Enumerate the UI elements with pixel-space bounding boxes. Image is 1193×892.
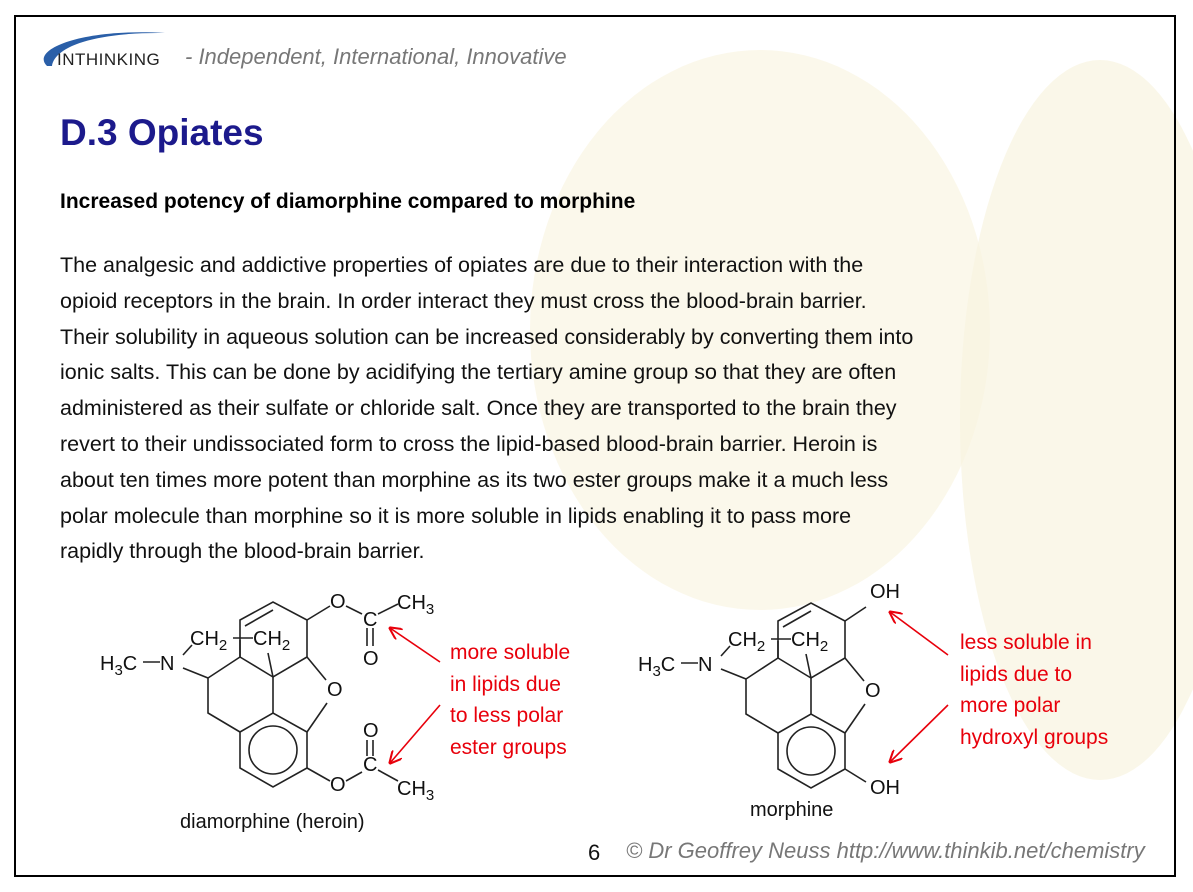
subtitle: Increased potency of diamorphine compared to morphine <box>60 190 636 213</box>
annotation-line: in lipids due <box>450 672 561 696</box>
annotation-line: ester groups <box>450 735 567 759</box>
annotation-line: to less polar <box>450 704 564 727</box>
label: O <box>330 591 346 613</box>
diamorphine-caption: diamorphine (heroin) <box>180 811 365 833</box>
label: $H_3C$ <box>100 653 138 679</box>
label: O <box>330 774 346 796</box>
paragraph-line: ionic salts. This can be done by acidifying the tertiary amine group so that they are often <box>60 360 897 385</box>
page-title: D.3 Opiates <box>60 112 264 153</box>
label: $CH_2$ <box>190 628 228 654</box>
label: O <box>363 648 379 670</box>
label: $CH_2$ <box>253 628 291 654</box>
copyright: © Dr Geoffrey Neuss http://www.thinkib.net/chemistry <box>626 838 1145 863</box>
label: C <box>363 609 378 631</box>
label: O <box>363 720 379 742</box>
logo: INTHINKING <box>57 50 161 69</box>
morphine-caption: morphine <box>750 799 834 821</box>
annotation-line: more polar <box>960 694 1061 717</box>
label: O <box>327 679 343 701</box>
diamorphine-annotation <box>450 637 570 763</box>
morphine-annotation <box>960 627 1108 753</box>
paragraph-line: about ten times more potent than morphine as its two ester groups make it a much less <box>60 467 889 492</box>
annotation-line: lipids due to <box>960 662 1073 686</box>
paragraph-line: revert to their undissociated form to cross the lipid-based blood-brain barrier. Heroin is <box>60 431 878 456</box>
label: O <box>865 680 881 702</box>
page-number: 6 <box>588 840 601 865</box>
label: $CH_2$ <box>791 629 829 655</box>
paragraph-line: opioid receptors in the brain. In order interact they must cross the blood-brain barrier. <box>60 288 867 313</box>
label: OH <box>870 777 900 799</box>
label: $CH_2$ <box>728 629 766 655</box>
label: C <box>363 754 378 776</box>
label: $H_3C$ <box>638 654 676 680</box>
label: N <box>160 653 175 675</box>
morphine-structure <box>638 581 948 799</box>
annotation-line: less soluble in <box>960 631 1092 654</box>
tagline: - Independent, International, Innovative <box>185 44 567 69</box>
label: OH <box>870 581 900 603</box>
annotation-line: hydroxyl groups <box>960 725 1109 749</box>
paragraph-line: The analgesic and addictive properties of opiates are due to their interaction with the <box>60 253 864 277</box>
paragraph-line: rapidly through the blood-brain barrier. <box>60 539 425 564</box>
diamorphine-structure <box>100 591 440 804</box>
paragraph-line: Their solubility in aqueous solution can be increased considerably by converting them into <box>60 324 914 349</box>
label: $CH_3$ <box>397 592 435 618</box>
annotation-line: more soluble <box>450 641 571 664</box>
paragraph-line: polar molecule than morphine so it is more soluble in lipids enabling it to pass more <box>60 503 852 528</box>
paragraph-line: administered as their sulfate or chloride salt. Once they are transported to the brain they <box>60 396 897 421</box>
label: $CH_3$ <box>397 778 435 804</box>
label: N <box>698 654 713 676</box>
